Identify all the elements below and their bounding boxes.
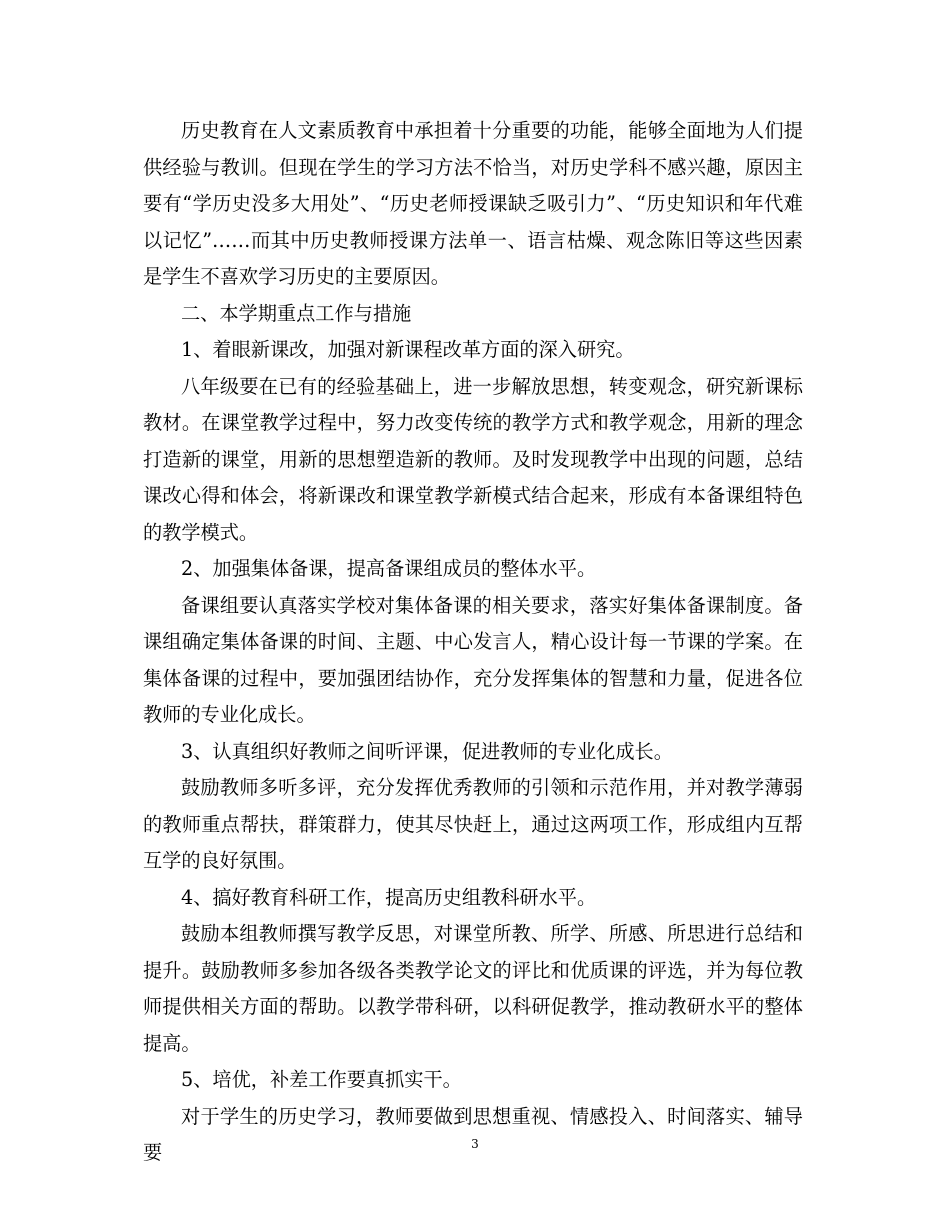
paragraph-intro: 历史教育在人文素质教育中承担着十分重要的功能，能够全面地为人们提供经验与教训。但现在学生的学习方法不恰当，对历史学科不感兴趣，原因主要有“学历史没多大用处”、“历史老师授课缺乏吸引力”、“历史知识和年代难以记忆”……而其中历史教师授课方法单一、语言枯燥、观念陈旧等这些因素是学生不喜欢学习历史的主要原因。: [143, 119, 803, 288]
section-heading: 二、本学期重点工作与措施: [181, 301, 412, 325]
item-heading-3: 3、认真组织好教师之间听评课，促进教师的专业化成长。: [181, 739, 673, 763]
item-heading-4: 4、搞好教育科研工作，提高历史组教科研水平。: [181, 885, 597, 909]
body-text: [143, 113, 803, 1172]
item-heading-2: 2、加强集体备课，提高备课组成员的整体水平。: [181, 557, 597, 580]
page-number: 3: [471, 1137, 479, 1151]
item-heading-1: 1、着眼新课改，加强对新课程改革方面的深入研究。: [181, 338, 635, 361]
item-body-5: 对于学生的历史学习，教师要做到思想重视、情感投入、时间落实、辅导要: [143, 1104, 803, 1164]
item-heading-5: 5、培优，补差工作要真抓实干。: [181, 1068, 462, 1091]
item-body-2: 备课组要认真落实学校对集体备课的相关要求，落实好集体备课制度。备课组确定集体备课的时间、主题、中心发言人，精心设计每一节课的学案。在集体备课的过程中，要加强团结协作，充分发挥集体的智慧和力量，促进各位教师的专业化成长。: [143, 593, 803, 726]
item-body-4: 鼓励本组教师撰写教学反思，对课堂所教、所学、所感、所思进行总结和提升。鼓励教师多参加各级各类教学论文的评比和优质课的评选，并为每位教师提供相关方面的帮助。以教学带科研，以科研促教学，推动教研水平的整体提高。: [143, 922, 803, 1055]
item-body-1: 八年级要在已有的经验基础上，进一步解放思想，转变观念，研究新课标教材。在课堂教学过程中，努力改变传统的教学方式和教学观念，用新的理念打造新的课堂，用新的思想塑造新的教师。及时发现教学中出现的问题，总结课改心得和体会，将新课改和课堂教学新模式结合起来，形成有本备课组特色的教学模式。: [143, 374, 803, 544]
item-body-3: 鼓励教师多听多评，充分发挥优秀教师的引领和示范作用，并对教学薄弱的教师重点帮扶，群策群力，使其尽快赶上，通过这两项工作，形成组内互帮互学的良好氛围。: [143, 776, 803, 872]
